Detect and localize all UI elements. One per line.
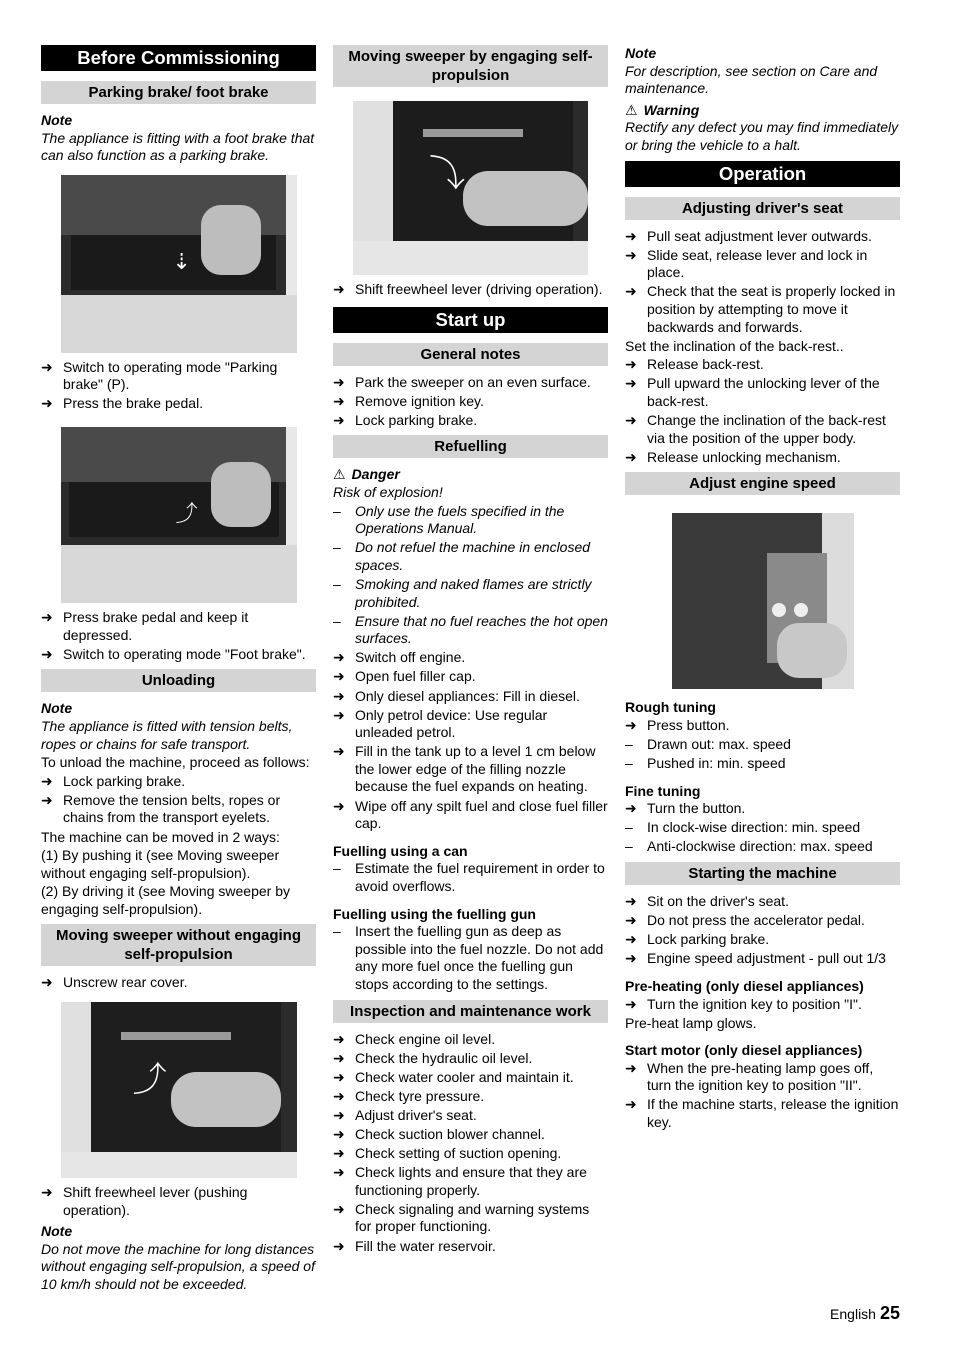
list-item: – Smoking and naked flames are strictly prohibited. bbox=[333, 575, 592, 610]
dash-icon: – bbox=[333, 923, 341, 940]
note-text: The appliance is fitting with a foot brake that can also function as a parking brake. bbox=[41, 129, 315, 164]
note-label: Note bbox=[625, 45, 657, 61]
list-item: ➜ Lock parking brake. bbox=[41, 772, 186, 789]
steps-without-a bbox=[41, 974, 316, 992]
subheading-drivers-seat: Adjusting driver's seat bbox=[625, 197, 900, 220]
list-item: ➜ Fill in the tank up to a level 1 cm below the lower edge of the filling nozzle because the fuel expands on heating. bbox=[333, 743, 596, 795]
arrow-curved-down-icon: ⤵ bbox=[429, 153, 466, 194]
dash-icon: – bbox=[625, 819, 633, 836]
section-title-operation: Operation bbox=[625, 161, 900, 187]
arrow-right-icon: ➜ bbox=[41, 358, 53, 375]
arrow-right-icon: ➜ bbox=[625, 1059, 637, 1076]
list-item: ➜ Remove the tension belts, ropes or chains from the transport eyelets. bbox=[41, 791, 281, 826]
list-item: – Only use the fuels specified in the Operations Manual. bbox=[333, 502, 565, 537]
list-item: – In clock-wise direction: min. speed bbox=[625, 819, 861, 836]
paragraph: Set the inclination of the back-rest.. bbox=[625, 337, 844, 354]
paragraph: The machine can be moved in 2 ways: bbox=[41, 828, 280, 845]
note-label: Note bbox=[41, 700, 73, 717]
list-item: ➜ Slide seat, release lever and lock in place. bbox=[625, 246, 868, 281]
photo-engine-speed-control bbox=[672, 513, 854, 689]
fine-items bbox=[625, 819, 900, 856]
arrow-right-icon: ➜ bbox=[333, 1030, 345, 1047]
list-item: ➜ Check lights and ensure that they are functioning properly. bbox=[333, 1164, 587, 1198]
gun-list bbox=[333, 923, 608, 993]
list-item: ➜ When the pre-heating lamp goes off, turn the ignition key to position "II". bbox=[625, 1059, 874, 1094]
dash-icon: – bbox=[625, 838, 633, 855]
steps-seat-b bbox=[625, 356, 900, 466]
list-item: – Pushed in: min. speed bbox=[625, 755, 786, 772]
list-item: – Do not refuel the machine in enclosed spaces. bbox=[333, 539, 591, 573]
arrow-right-icon: ➜ bbox=[333, 1087, 345, 1104]
subheading-general-notes: General notes bbox=[333, 343, 608, 366]
column-2 bbox=[333, 45, 608, 1257]
list-item: ➜ Press brake pedal and keep it depressed. bbox=[41, 609, 249, 643]
arrow-right-icon: ➜ bbox=[333, 1106, 345, 1123]
rough-items bbox=[625, 736, 900, 773]
list-item: ➜ Open fuel filler cap. bbox=[333, 668, 476, 685]
list-item: ➜ Turn the ignition key to position "I". bbox=[625, 995, 862, 1012]
note-label: Note bbox=[41, 1223, 73, 1240]
heading-fuelling-gun: Fuelling using the fuelling gun bbox=[333, 905, 536, 922]
note-label: Note bbox=[41, 112, 73, 128]
list-item: ➜ Switch to operating mode "Parking brake" (P). bbox=[41, 358, 278, 393]
note-text: For description, see section on Care and maintenance. bbox=[625, 62, 878, 97]
arrow-right-icon: ➜ bbox=[333, 392, 345, 409]
arrow-right-icon: ➜ bbox=[333, 706, 345, 723]
list-item: ➜ Shift freewheel lever (pushing operation). bbox=[41, 1184, 248, 1218]
arrow-curved-icon: ⤴ bbox=[175, 501, 198, 527]
dash-icon: – bbox=[625, 755, 633, 772]
photo-foot-brake-parking bbox=[61, 175, 297, 353]
warning-text: Rectify any defect you may find immediately or bring the vehicle to a halt. bbox=[625, 119, 899, 153]
page-footer bbox=[827, 1305, 900, 1324]
arrow-right-icon: ➜ bbox=[625, 995, 637, 1012]
list-item: ➜ Release back-rest. bbox=[625, 356, 764, 373]
arrow-right-icon: ➜ bbox=[333, 1164, 345, 1181]
arrow-right-icon: ➜ bbox=[41, 395, 53, 412]
arrow-down-icon: ⇣ bbox=[172, 248, 191, 274]
danger-list bbox=[333, 503, 608, 648]
section-title-start-up: Start up bbox=[333, 307, 608, 333]
steps-parking-a bbox=[41, 359, 316, 413]
paragraph: (2) By driving it (see Moving sweeper by engaging self-propulsion). bbox=[41, 883, 290, 917]
arrow-right-icon: ➜ bbox=[333, 1237, 345, 1254]
arrow-right-icon: ➜ bbox=[41, 772, 53, 789]
list-item: – Drawn out: max. speed bbox=[625, 735, 791, 752]
list-item: ➜ Check signaling and warning systems for proper functioning. bbox=[333, 1200, 590, 1235]
subheading-engine-speed: Adjust engine speed bbox=[625, 472, 900, 495]
list-item: – Anti-clockwise direction: max. speed bbox=[625, 838, 873, 855]
arrow-right-icon: ➜ bbox=[625, 448, 637, 465]
arrow-right-icon: ➜ bbox=[625, 356, 637, 373]
paragraph: To unload the machine, proceed as follows: bbox=[41, 754, 310, 771]
section-title-before-commissioning: Before Commissioning bbox=[41, 45, 316, 71]
list-item: ➜ Lock parking brake. bbox=[625, 931, 770, 948]
arrow-right-icon: ➜ bbox=[333, 797, 345, 814]
list-item: ➜ Turn the button. bbox=[625, 800, 746, 817]
arrow-right-icon: ➜ bbox=[625, 950, 637, 967]
list-item: ➜ Switch off engine. bbox=[333, 649, 466, 666]
list-item: ➜ Check that the seat is properly locked in position by attempting to move it backwards and forwards. bbox=[625, 283, 896, 335]
steps-starting bbox=[625, 893, 900, 968]
list-item: – Ensure that no fuel reaches the hot open surfaces. bbox=[333, 612, 608, 647]
list-item: ➜ Remove ignition key. bbox=[333, 392, 484, 409]
subheading-unloading: Unloading bbox=[41, 669, 316, 692]
list-item: ➜ Check water cooler and maintain it. bbox=[333, 1068, 574, 1085]
page-number: 25 bbox=[879, 1303, 900, 1323]
steps-fine bbox=[625, 800, 900, 818]
arrow-right-icon: ➜ bbox=[333, 373, 345, 390]
arrow-right-icon: ➜ bbox=[625, 227, 637, 244]
photo-foot-brake-release bbox=[61, 427, 297, 603]
arrow-right-icon: ➜ bbox=[625, 912, 637, 929]
arrow-right-icon: ➜ bbox=[625, 375, 637, 392]
list-item: ➜ Sit on the driver's seat. bbox=[625, 893, 789, 910]
footer-language: English bbox=[830, 1306, 876, 1322]
arrow-right-icon: ➜ bbox=[625, 412, 637, 428]
arrow-curved-icon: ⤴ bbox=[132, 1061, 167, 1100]
dash-icon: – bbox=[333, 860, 341, 877]
subheading-moving-engaging: Moving sweeper by engaging self-propulsion bbox=[333, 45, 608, 87]
list-item: ➜ Shift freewheel lever (driving operation). bbox=[333, 281, 603, 297]
arrow-right-icon: ➜ bbox=[41, 791, 53, 808]
arrow-right-icon: ➜ bbox=[625, 716, 637, 733]
arrow-right-icon: ➜ bbox=[333, 743, 345, 760]
steps-start-motor bbox=[625, 1060, 900, 1132]
list-item: ➜ Pull upward the unlocking lever of the back-rest. bbox=[625, 375, 880, 409]
list-item: ➜ Check the hydraulic oil level. bbox=[333, 1049, 533, 1066]
photo-freewheel-pushing bbox=[61, 1002, 297, 1178]
steps-preheat bbox=[625, 996, 900, 1014]
list-item: ➜ Press the brake pedal. bbox=[41, 395, 204, 412]
subheading-refuelling: Refuelling bbox=[333, 435, 608, 458]
arrow-right-icon: ➜ bbox=[625, 800, 637, 817]
heading-start-motor: Start motor (only diesel appliances) bbox=[625, 1042, 863, 1059]
steps-parking-b bbox=[41, 609, 316, 663]
arrow-right-icon: ➜ bbox=[333, 668, 345, 685]
column-3 bbox=[625, 45, 900, 1133]
arrow-right-icon: ➜ bbox=[625, 283, 637, 300]
list-item: – Estimate the fuel requirement in order to avoid overflows. bbox=[333, 860, 605, 894]
list-item: ➜ Engine speed adjustment - pull out 1/3 bbox=[625, 950, 886, 967]
steps-engaging bbox=[333, 281, 608, 299]
heading-fine-tuning: Fine tuning bbox=[625, 782, 701, 799]
list-item: ➜ Only petrol device: Use regular unleaded petrol. bbox=[333, 706, 548, 741]
arrow-right-icon: ➜ bbox=[333, 1145, 345, 1162]
paragraph: (1) By pushing it (see Moving sweeper without engaging self-propulsion). bbox=[41, 847, 280, 881]
warning-triangle-icon: ⚠ bbox=[625, 101, 638, 118]
can-list bbox=[333, 860, 608, 895]
steps-seat-a bbox=[625, 228, 900, 337]
heading-preheating: Pre-heating (only diesel appliances) bbox=[625, 977, 864, 994]
danger-label: ⚠ Danger bbox=[333, 466, 400, 483]
list-item: ➜ Switch to operating mode "Foot brake". bbox=[41, 645, 306, 662]
arrow-right-icon: ➜ bbox=[41, 1184, 53, 1201]
arrow-right-icon: ➜ bbox=[333, 411, 345, 428]
steps-refuel bbox=[333, 649, 608, 832]
subheading-inspection: Inspection and maintenance work bbox=[333, 1000, 608, 1023]
list-item: ➜ Unscrew rear cover. bbox=[41, 974, 188, 991]
list-item: ➜ Check setting of suction opening. bbox=[333, 1145, 562, 1162]
danger-text: Risk of explosion! bbox=[333, 483, 443, 500]
arrow-right-icon: ➜ bbox=[625, 931, 637, 948]
list-item: ➜ Change the inclination of the back-rest via the position of the upper body. bbox=[625, 412, 886, 446]
arrow-right-icon: ➜ bbox=[333, 1049, 345, 1066]
subheading-moving-without: Moving sweeper without engaging self-propulsion bbox=[41, 924, 316, 966]
steps-inspection bbox=[333, 1031, 608, 1256]
heading-rough-tuning: Rough tuning bbox=[625, 699, 716, 716]
arrow-right-icon: ➜ bbox=[333, 687, 345, 704]
list-item: ➜ Press button. bbox=[625, 716, 730, 733]
list-item: ➜ If the machine starts, release the ignition key. bbox=[625, 1096, 899, 1131]
list-item: ➜ Check tyre pressure. bbox=[333, 1087, 485, 1104]
list-item: ➜ Check suction blower channel. bbox=[333, 1125, 545, 1142]
column-1 bbox=[41, 45, 316, 1295]
arrow-right-icon: ➜ bbox=[41, 645, 53, 662]
arrow-right-icon: ➜ bbox=[625, 246, 637, 263]
list-item: ➜ Lock parking brake. bbox=[333, 411, 478, 428]
steps-rough bbox=[625, 717, 900, 735]
list-item: ➜ Only diesel appliances: Fill in diesel. bbox=[333, 687, 580, 704]
dash-icon: – bbox=[333, 612, 341, 629]
arrow-right-icon: ➜ bbox=[625, 1096, 637, 1113]
arrow-right-icon: ➜ bbox=[625, 893, 637, 910]
arrow-right-icon: ➜ bbox=[41, 609, 53, 626]
steps-without-b bbox=[41, 1184, 316, 1219]
arrow-right-icon: ➜ bbox=[333, 281, 345, 297]
arrow-right-icon: ➜ bbox=[333, 1125, 345, 1142]
note-text: Do not move the machine for long distances without engaging self-propulsion, a speed of 10 km/h should not be exceeded. bbox=[41, 1240, 315, 1293]
dash-icon: – bbox=[333, 502, 341, 519]
photo-freewheel-driving bbox=[353, 101, 588, 275]
arrow-right-icon: ➜ bbox=[333, 1068, 345, 1085]
warning-label: ⚠ Warning bbox=[625, 101, 700, 118]
list-item: ➜ Adjust driver's seat. bbox=[333, 1106, 477, 1123]
list-item: ➜ Wipe off any spilt fuel and close fuel filler cap. bbox=[333, 797, 608, 832]
list-item: ➜ Pull seat adjustment lever outwards. bbox=[625, 227, 872, 244]
steps-general bbox=[333, 374, 608, 430]
arrow-right-icon: ➜ bbox=[333, 649, 345, 666]
dash-icon: – bbox=[625, 735, 633, 752]
heading-fuelling-can: Fuelling using a can bbox=[333, 842, 468, 859]
list-item: ➜ Check engine oil level. bbox=[333, 1030, 496, 1047]
list-item: ➜ Do not press the accelerator pedal. bbox=[625, 912, 865, 929]
list-item: ➜ Fill the water reservoir. bbox=[333, 1237, 496, 1254]
warning-triangle-icon: ⚠ bbox=[333, 466, 346, 483]
dash-icon: – bbox=[333, 539, 341, 556]
dash-icon: – bbox=[333, 575, 341, 592]
list-item: ➜ Park the sweeper on an even surface. bbox=[333, 373, 591, 390]
list-item: ➜ Release unlocking mechanism. bbox=[625, 448, 841, 465]
paragraph: Pre-heat lamp glows. bbox=[625, 1014, 757, 1031]
note-text: The appliance is fitted with tension belts, ropes or chains for safe transport. bbox=[41, 717, 293, 752]
arrow-right-icon: ➜ bbox=[41, 974, 53, 991]
steps-unloading bbox=[41, 773, 316, 827]
list-item: – Insert the fuelling gun as deep as possible into the fuel nozzle. Do not add any more fuel once the fuelling gun stops according to the settings. bbox=[333, 923, 604, 992]
subheading-starting-machine: Starting the machine bbox=[625, 862, 900, 885]
arrow-right-icon: ➜ bbox=[333, 1200, 345, 1217]
subheading-parking-brake: Parking brake/ foot brake bbox=[41, 81, 316, 104]
